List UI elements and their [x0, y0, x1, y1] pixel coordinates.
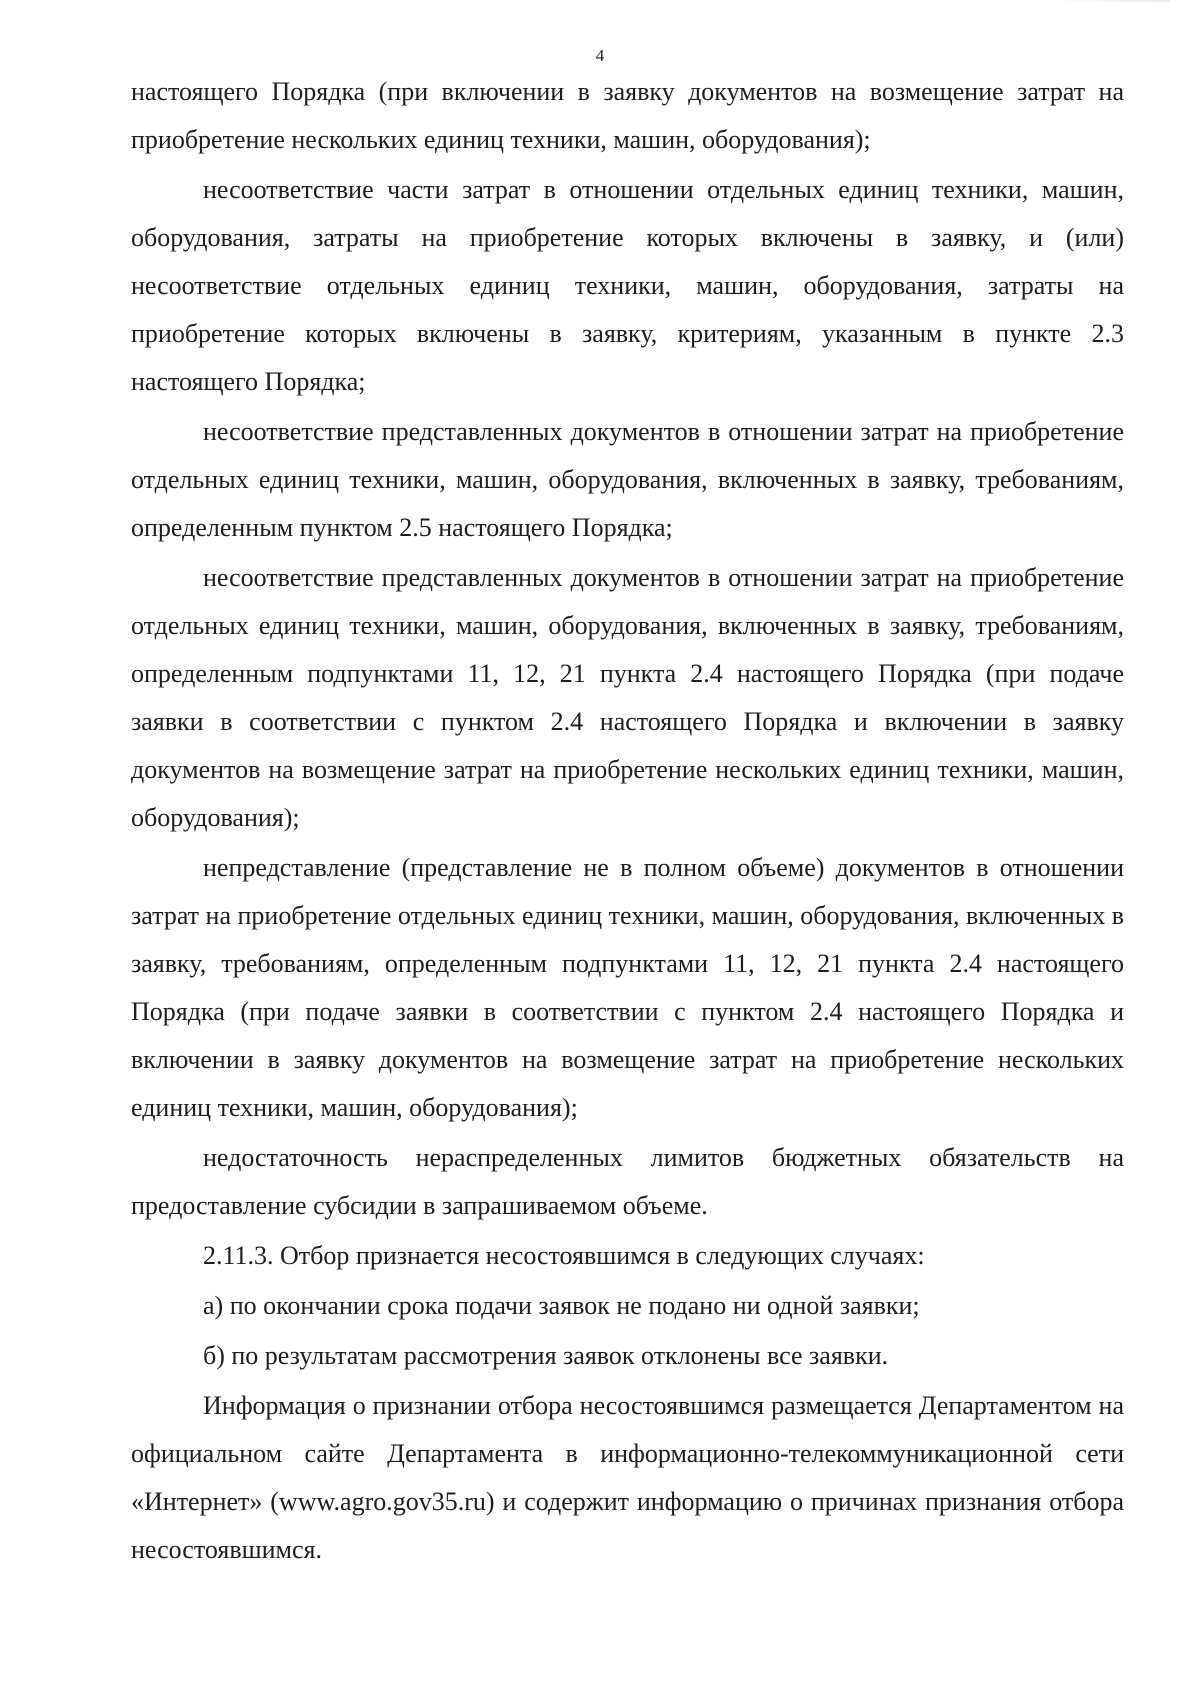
paragraph-insufficient-limits: недостаточность нераспределенных лимитов бюджетных обязательств на предоставление субсидии в запрашиваемом объеме.: [131, 1143, 1124, 1220]
paragraph-documents-mismatch-2-5: несоответствие представленных документов в отношении затрат на приобретение отдельных единиц техники, машин, оборудования, включенных в заявку, требованиям, определенным пунктом 2.5 настоящего Порядка;: [131, 417, 1124, 542]
paragraph-case-b: б) по результатам рассмотрения заявок отклонены все заявки.: [203, 1341, 889, 1370]
scan-edge-mark: [1050, 0, 1170, 2]
paragraph-non-submission: непредставление (представление не в полном объеме) документов в отношении затрат на приобретение отдельных единиц техники, машин, оборудования, включенных в заявку, требованиям, определенным подпунктами 11, 12, 21 пункта 2.4 настоящего Порядка (при подаче заявки в соответствии с пунктом 2.4 настоящего Порядка и включении в заявку документов на возмещение затрат на приобретение нескольких единиц техники, машин, оборудования);: [131, 853, 1124, 1122]
paragraph-documents-mismatch-2-4: несоответствие представленных документов в отношении затрат на приобретение отдельных единиц техники, машин, оборудования, включенных в заявку, требованиям, определенным подпунктами 11, 12, 21 пункта 2.4 настоящего Порядка (при подаче заявки в соответствии с пунктом 2.4 настоящего Порядка и включении в заявку документов на возмещение затрат на приобретение нескольких единиц техники, машин, оборудования);: [131, 563, 1124, 832]
paragraph-continuation: настоящего Порядка (при включении в заявку документов на возмещение затрат на приобретение нескольких единиц техники, машин, оборудования);: [131, 77, 1124, 154]
paragraph-information: Информация о признании отбора несостоявшимся размещается Департаментом на официальном сайте Департамента в информационно-телекоммуникационной сети «Интернет» (www.agro.gov35.ru) и содержит информацию о причинах признания отбора несостоявшимся.: [131, 1391, 1124, 1564]
paragraph-2-11-3: 2.11.3. Отбор признается несостоявшимся в следующих случаях:: [203, 1241, 925, 1270]
page-number: 4: [595, 46, 605, 65]
paragraph-criteria-mismatch: несоответствие части затрат в отношении отдельных единиц техники, машин, оборудования, затраты на приобретение которых включены в заявку, и (или) несоответствие отдельных единиц техники, машин, оборудования, затраты на приобретение которых включены в заявку, критериям, указанным в пункте 2.3 настоящего Порядка;: [131, 175, 1124, 396]
paragraph-case-a: а) по окончании срока подачи заявок не подано ни одной заявки;: [203, 1291, 920, 1320]
document-body: [131, 68, 1124, 1576]
